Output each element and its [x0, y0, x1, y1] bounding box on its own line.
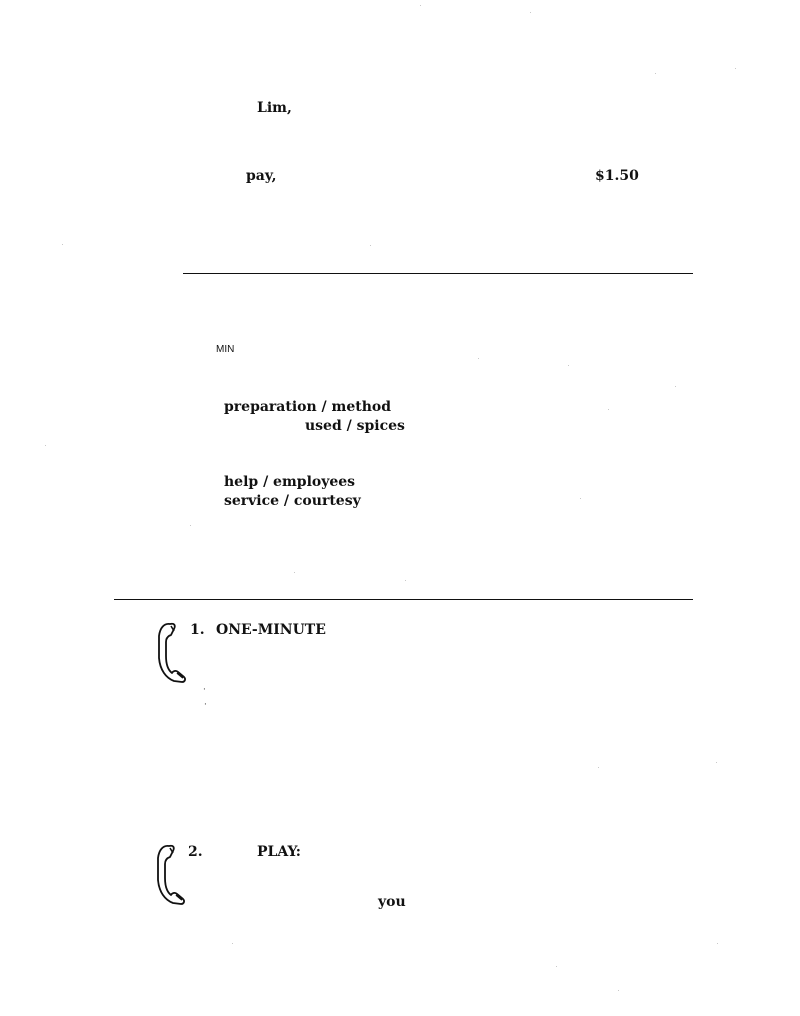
- scan-speck: [675, 386, 676, 387]
- scan-artifact: ·: [204, 700, 207, 710]
- scan-speck: [716, 762, 717, 763]
- criteria-item-courtesy: service / courtesy: [224, 493, 361, 509]
- scan-speck: [478, 358, 479, 359]
- scan-speck: [598, 767, 599, 768]
- step-1-number: 1.: [190, 622, 205, 638]
- pay-label: pay,: [246, 168, 277, 184]
- scan-speck: [190, 525, 191, 526]
- scan-speck: [717, 943, 718, 944]
- scan-artifact: ·: [203, 685, 206, 695]
- top-divider: [183, 273, 693, 274]
- scan-speck: [232, 943, 233, 944]
- step-2-note: you: [378, 894, 406, 910]
- scan-speck: [580, 498, 581, 499]
- step-2-label: PLAY:: [257, 844, 301, 860]
- step-1-label: ONE-MINUTE: [216, 622, 326, 638]
- scan-speck: [370, 245, 371, 246]
- criteria-item-employees: help / employees: [224, 474, 356, 490]
- scan-speck: [556, 966, 557, 967]
- scan-speck: [62, 244, 63, 245]
- scan-speck: [608, 409, 609, 410]
- amount: $1.50: [595, 168, 639, 184]
- scan-speck: [420, 5, 421, 6]
- bottom-divider: [114, 599, 693, 600]
- scan-speck: [655, 73, 656, 74]
- scan-speck: [735, 68, 736, 69]
- scan-speck: [294, 572, 295, 573]
- scan-speck: [530, 12, 531, 13]
- criteria-item-spices: used / spices: [305, 418, 405, 434]
- min-label: MIN: [216, 344, 235, 355]
- name-fragment: Lim,: [257, 100, 292, 116]
- step-2-number: 2.: [188, 844, 203, 860]
- scan-speck: [568, 365, 569, 366]
- criteria-item-preparation: preparation / method: [224, 399, 392, 415]
- scan-speck: [45, 445, 46, 446]
- scan-speck: [405, 580, 406, 581]
- scan-speck: [618, 990, 619, 991]
